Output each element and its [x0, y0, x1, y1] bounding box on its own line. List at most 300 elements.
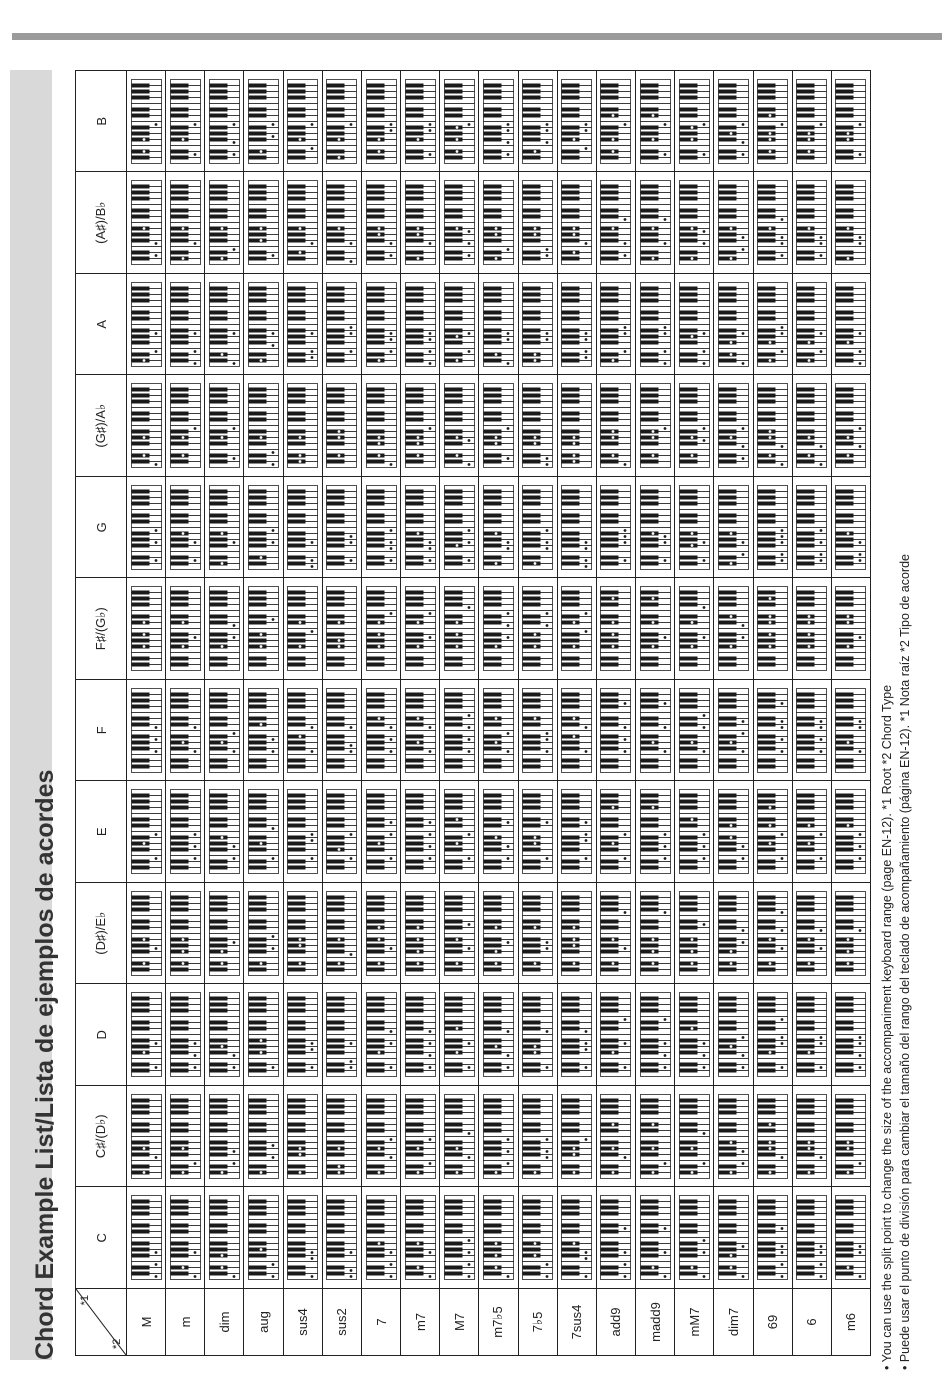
black-key — [444, 495, 462, 499]
black-key — [366, 734, 384, 738]
black-key — [249, 1069, 267, 1073]
chord-table — [75, 70, 871, 1356]
black-key — [483, 597, 501, 601]
black-key — [640, 1069, 658, 1073]
black-key — [483, 925, 501, 929]
chord-type-label: m7♭5 — [479, 1289, 518, 1356]
black-key — [562, 537, 580, 541]
chord-cell — [322, 1187, 361, 1289]
black-key — [209, 442, 227, 446]
black-key — [249, 1212, 267, 1216]
black-key — [483, 621, 501, 625]
black-key — [366, 328, 384, 332]
note-marker — [311, 1066, 314, 1069]
black-key — [601, 800, 619, 804]
note-marker — [193, 1162, 196, 1165]
black-key — [366, 131, 384, 135]
black-key — [327, 603, 345, 607]
black-key — [523, 997, 541, 1001]
note-marker — [573, 717, 576, 720]
black-key — [366, 137, 384, 141]
note-marker — [612, 962, 615, 965]
black-key — [366, 257, 384, 261]
black-key — [209, 794, 227, 798]
note-marker — [154, 332, 157, 335]
chord-cell — [557, 680, 596, 782]
black-key — [249, 663, 267, 667]
black-key — [327, 1039, 345, 1043]
black-key — [249, 334, 267, 338]
chord-keyboard — [366, 383, 397, 468]
black-key — [366, 740, 384, 744]
note-marker — [467, 439, 470, 442]
black-key — [405, 340, 423, 344]
chord-cell — [127, 71, 166, 173]
chord-keyboard — [248, 282, 279, 367]
black-key — [327, 460, 345, 464]
black-key — [444, 842, 462, 846]
note-marker — [299, 460, 302, 463]
black-key — [209, 1110, 227, 1114]
black-key — [405, 292, 423, 296]
black-key — [601, 1164, 619, 1168]
black-key — [601, 537, 619, 541]
black-key — [640, 740, 658, 744]
black-key — [209, 639, 227, 643]
black-key — [601, 1039, 619, 1043]
black-key — [483, 639, 501, 643]
black-key — [366, 316, 384, 320]
note-marker — [377, 442, 380, 445]
black-key — [483, 758, 501, 762]
black-key — [366, 561, 384, 565]
note-marker — [299, 944, 302, 947]
black-key — [405, 1110, 423, 1114]
note-marker — [546, 457, 549, 460]
chord-keyboard — [483, 688, 514, 773]
chord-keyboard — [405, 180, 436, 265]
black-key — [327, 495, 345, 499]
chord-keyboard — [287, 1094, 318, 1179]
black-key — [640, 501, 658, 505]
black-key — [327, 746, 345, 750]
black-key — [288, 734, 306, 738]
note-marker — [467, 230, 470, 233]
chord-cell — [322, 1086, 361, 1188]
black-key — [366, 633, 384, 637]
black-key — [170, 895, 188, 899]
black-key — [249, 901, 267, 905]
black-key — [405, 860, 423, 864]
black-key — [249, 257, 267, 261]
black-key — [366, 298, 384, 302]
chord-keyboard — [522, 586, 553, 671]
chord-keyboard — [209, 789, 240, 874]
note-marker — [272, 1263, 275, 1266]
black-key — [170, 1212, 188, 1216]
note-marker — [546, 1156, 549, 1159]
note-marker — [350, 332, 353, 335]
chord-keyboard — [561, 180, 592, 265]
chord-cell — [166, 984, 205, 1086]
black-key — [170, 328, 188, 332]
note-marker — [546, 821, 549, 824]
black-key — [562, 925, 580, 929]
black-key — [249, 925, 267, 929]
note-marker — [193, 1251, 196, 1254]
chord-keyboard — [444, 891, 475, 976]
black-key — [327, 489, 345, 493]
note-marker — [624, 1263, 627, 1266]
black-key — [327, 1128, 345, 1132]
black-key — [483, 1009, 501, 1013]
chord-keyboard — [170, 79, 201, 164]
black-key — [249, 239, 267, 243]
black-key — [640, 251, 658, 255]
black-key — [131, 1242, 149, 1246]
black-key — [444, 919, 462, 923]
black-key — [366, 842, 384, 846]
black-key — [131, 155, 149, 159]
root-header: F♯/(G♭) — [76, 578, 127, 680]
black-key — [366, 352, 384, 356]
black-key — [483, 83, 501, 87]
root-header: (D♯)/E♭ — [76, 883, 127, 985]
black-key — [131, 919, 149, 923]
black-key — [249, 895, 267, 899]
chord-cell — [205, 71, 244, 173]
black-key — [601, 1069, 619, 1073]
chord-keyboard — [405, 1094, 436, 1179]
note-marker — [573, 645, 576, 648]
black-key — [209, 937, 227, 941]
black-key — [405, 848, 423, 852]
black-key — [523, 794, 541, 798]
black-key — [601, 866, 619, 870]
black-key — [209, 89, 227, 93]
note-marker — [311, 750, 314, 753]
black-key — [640, 621, 658, 625]
black-key — [366, 1051, 384, 1055]
black-key — [249, 137, 267, 141]
black-key — [640, 489, 658, 493]
black-key — [288, 907, 306, 911]
black-key — [405, 663, 423, 667]
black-key — [523, 800, 541, 804]
black-key — [131, 722, 149, 726]
black-key — [366, 334, 384, 338]
black-key — [366, 209, 384, 213]
note-marker — [142, 645, 145, 648]
black-key — [170, 113, 188, 117]
black-key — [523, 197, 541, 201]
black-key — [405, 460, 423, 464]
chord-cell — [283, 883, 322, 985]
black-key — [327, 95, 345, 99]
chord-keyboard — [287, 282, 318, 367]
black-key — [562, 704, 580, 708]
black-key — [523, 866, 541, 870]
chord-row — [401, 71, 440, 1356]
black-key — [209, 740, 227, 744]
chord-cell — [636, 883, 675, 985]
note-marker — [272, 750, 275, 753]
note-marker — [546, 541, 549, 544]
chord-keyboard — [640, 992, 671, 1077]
note-marker — [546, 612, 549, 615]
black-key — [483, 251, 501, 255]
black-key — [483, 1266, 501, 1270]
note-marker — [546, 547, 549, 550]
note-marker — [624, 738, 627, 741]
note-marker — [416, 1266, 419, 1269]
note-marker — [624, 123, 627, 126]
black-key — [209, 1152, 227, 1156]
black-key — [405, 555, 423, 559]
black-key — [405, 806, 423, 810]
black-key — [444, 1200, 462, 1204]
black-key — [209, 806, 227, 810]
black-key — [249, 734, 267, 738]
chord-cell — [127, 477, 166, 579]
black-key — [405, 842, 423, 846]
black-key — [327, 1110, 345, 1114]
black-key — [209, 698, 227, 702]
chord-keyboard — [287, 789, 318, 874]
note-marker — [154, 463, 157, 466]
chord-cell — [596, 71, 635, 173]
note-marker — [338, 454, 341, 457]
note-marker — [534, 436, 537, 439]
black-key — [170, 901, 188, 905]
black-key — [444, 436, 462, 440]
black-key — [601, 716, 619, 720]
chord-keyboard — [444, 282, 475, 367]
chord-cell — [322, 172, 361, 274]
note-marker — [507, 821, 510, 824]
note-marker — [232, 457, 235, 460]
black-key — [327, 1051, 345, 1055]
black-key — [209, 233, 227, 237]
black-key — [601, 257, 619, 261]
black-key — [209, 239, 227, 243]
black-key — [170, 1128, 188, 1132]
black-key — [249, 454, 267, 458]
black-key — [366, 1021, 384, 1025]
note-marker — [272, 529, 275, 532]
black-key — [327, 704, 345, 708]
chord-cell — [557, 274, 596, 376]
black-key — [562, 1128, 580, 1132]
black-key — [131, 1039, 149, 1043]
note-marker — [232, 541, 235, 544]
black-key — [601, 901, 619, 905]
chord-keyboard — [444, 789, 475, 874]
black-key — [209, 227, 227, 231]
black-key — [131, 943, 149, 947]
black-key — [640, 1272, 658, 1276]
black-key — [327, 925, 345, 929]
note-marker — [193, 1042, 196, 1045]
black-key — [444, 328, 462, 332]
black-key — [170, 740, 188, 744]
chord-keyboard — [248, 383, 279, 468]
black-key — [170, 1230, 188, 1234]
black-key — [601, 746, 619, 750]
black-key — [562, 460, 580, 464]
black-key — [483, 764, 501, 768]
note-marker — [534, 1242, 537, 1245]
note-marker — [663, 857, 666, 860]
note-marker — [181, 454, 184, 457]
black-key — [170, 519, 188, 523]
black-key — [483, 1003, 501, 1007]
black-key — [601, 388, 619, 392]
note-marker — [546, 1150, 549, 1153]
black-key — [483, 967, 501, 971]
note-marker — [534, 353, 537, 356]
black-key — [405, 925, 423, 929]
black-key — [444, 209, 462, 213]
chord-cell — [518, 71, 557, 173]
black-key — [601, 197, 619, 201]
black-key — [601, 95, 619, 99]
note-marker — [585, 1066, 588, 1069]
note-marker — [142, 454, 145, 457]
note-marker — [428, 1054, 431, 1057]
black-key — [483, 1242, 501, 1246]
black-key — [640, 1200, 658, 1204]
note-marker — [232, 153, 235, 156]
black-key — [444, 597, 462, 601]
black-key — [327, 257, 345, 261]
chord-keyboard — [522, 688, 553, 773]
black-key — [288, 185, 306, 189]
black-key — [523, 537, 541, 541]
note-marker — [612, 1123, 615, 1126]
note-marker — [495, 257, 498, 260]
black-key — [523, 334, 541, 338]
chord-keyboard — [326, 383, 357, 468]
chord-cell — [636, 172, 675, 274]
chord-cell — [401, 578, 440, 680]
note-marker — [350, 559, 353, 562]
black-key — [366, 758, 384, 762]
black-key — [601, 239, 619, 243]
note-marker — [311, 123, 314, 126]
black-key — [170, 257, 188, 261]
black-key — [131, 621, 149, 625]
note-marker — [299, 621, 302, 624]
note-marker — [338, 962, 341, 965]
black-key — [249, 1128, 267, 1132]
chord-cell — [127, 274, 166, 376]
black-key — [483, 1230, 501, 1234]
note-marker — [624, 559, 627, 562]
black-key — [405, 818, 423, 822]
note-marker — [181, 950, 184, 953]
black-key — [405, 1039, 423, 1043]
chord-cell — [479, 781, 518, 883]
note-marker — [455, 454, 458, 457]
black-key — [523, 692, 541, 696]
note-marker — [193, 332, 196, 335]
note-marker — [455, 621, 458, 624]
note-marker — [663, 750, 666, 753]
black-key — [249, 1146, 267, 1150]
black-key — [601, 155, 619, 159]
black-key — [366, 286, 384, 290]
black-key — [209, 430, 227, 434]
chord-cell — [205, 984, 244, 1086]
black-key — [640, 1164, 658, 1168]
chord-keyboard — [522, 891, 553, 976]
black-key — [523, 615, 541, 619]
black-key — [523, 328, 541, 332]
note-marker — [154, 1042, 157, 1045]
black-key — [209, 1230, 227, 1234]
chord-cell — [283, 680, 322, 782]
root-header: A — [76, 274, 127, 376]
black-key — [562, 949, 580, 953]
chord-keyboard — [287, 688, 318, 773]
black-key — [288, 298, 306, 302]
black-key — [640, 895, 658, 899]
note-marker — [495, 962, 498, 965]
note-marker — [624, 702, 627, 705]
note-marker — [350, 1042, 353, 1045]
chord-cell — [596, 578, 635, 680]
note-marker — [154, 1263, 157, 1266]
black-key — [327, 866, 345, 870]
chord-keyboard — [170, 282, 201, 367]
black-key — [483, 1063, 501, 1067]
black-key — [170, 215, 188, 219]
black-key — [209, 621, 227, 625]
black-key — [405, 95, 423, 99]
black-key — [523, 1021, 541, 1025]
black-key — [131, 907, 149, 911]
black-key — [405, 657, 423, 661]
black-key — [366, 639, 384, 643]
black-key — [288, 645, 306, 649]
black-key — [444, 334, 462, 338]
black-key — [405, 1027, 423, 1031]
black-key — [170, 394, 188, 398]
black-key — [483, 824, 501, 828]
black-key — [288, 704, 306, 708]
black-key — [483, 113, 501, 117]
black-key — [288, 794, 306, 798]
black-key — [444, 860, 462, 864]
black-key — [131, 1122, 149, 1126]
black-key — [209, 1146, 227, 1150]
black-key — [523, 824, 541, 828]
chord-type-label: m7 — [401, 1289, 440, 1356]
black-key — [249, 639, 267, 643]
note-marker — [142, 621, 145, 624]
black-key — [640, 866, 658, 870]
note-marker — [428, 845, 431, 848]
black-key — [601, 430, 619, 434]
black-key — [444, 358, 462, 362]
black-key — [523, 639, 541, 643]
note-marker — [467, 529, 470, 532]
note-marker — [389, 1042, 392, 1045]
black-key — [444, 501, 462, 505]
chord-keyboard — [366, 789, 397, 874]
note-marker — [389, 738, 392, 741]
